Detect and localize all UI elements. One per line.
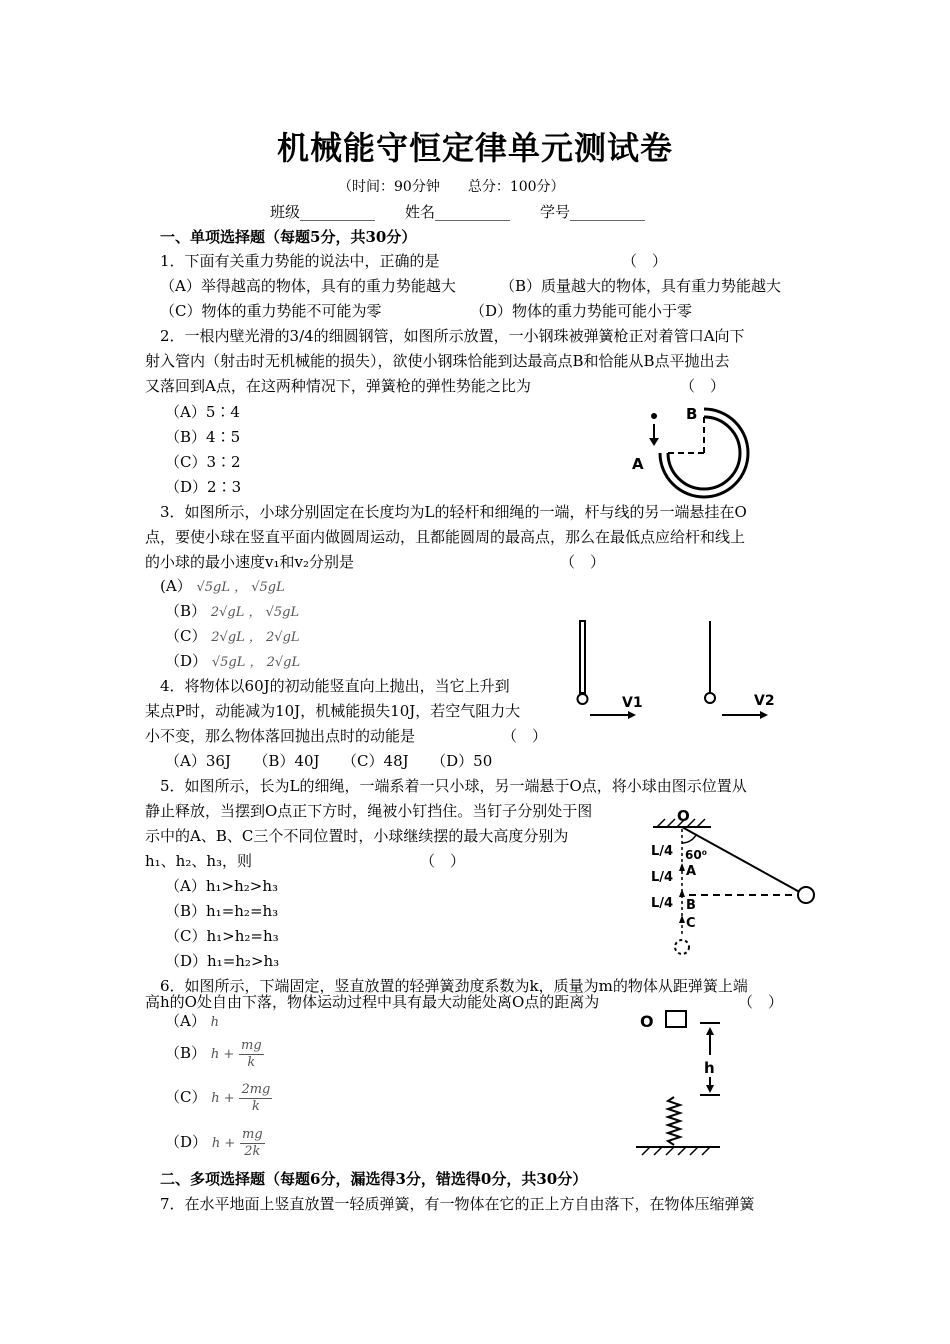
student-info-fields: 班级__________ 姓名__________ 学号__________: [270, 203, 646, 221]
q5-label-o: O: [677, 807, 690, 825]
q2-answer-bracket: （ ）: [680, 377, 726, 395]
q4-line1: 4．将物体以60J的初动能竖直向上抛出，当它上升到: [160, 677, 510, 695]
q3-answer-bracket: （ ）: [560, 553, 606, 571]
q2-line3: 又落回到A点，在这两种情况下，弹簧枪的弹性势能之比为: [145, 377, 531, 395]
q6-option-b: [165, 1033, 264, 1075]
q3-line1: 3．如图所示，小球分别固定在长度均为L的轻杆和细绳的一端，杆与线的另一端悬挂在O: [160, 503, 747, 521]
q4-line3: 小不变，那么物体落回抛出点时的动能是: [145, 727, 416, 745]
q5-line3: 示中的A、B、C三个不同位置时，小球继续摆的最大高度分别为: [145, 827, 569, 845]
q6-option-c: [165, 1077, 272, 1119]
q5-option-a: （A）h₁>h₂>h₃: [165, 877, 278, 895]
q4-options: （A）36J （B）40J （C）48J （D）50: [165, 752, 493, 770]
q4-line2: 某点P时，动能减为10J，机械能损失10J，若空气阻力大: [145, 702, 521, 720]
q6-label-o: O: [640, 1012, 654, 1031]
q5-label-l1: L/4: [651, 844, 674, 859]
q1-option-c: （C）物体的重力势能不可能为零: [160, 302, 382, 320]
q6-option-a-label: （A）: [165, 1012, 206, 1030]
q5-line4: h₁、h₂、h₃，则: [145, 852, 253, 870]
q6-option-b-numerator: mg: [241, 1037, 262, 1053]
q3-option-c-expr: 2√gL ， 2√gL: [211, 630, 300, 645]
q2-option-c: （C）3∶2: [165, 453, 241, 471]
q2-label-a: A: [632, 455, 644, 473]
q6-line2: 高h的O处自由下落，物体运动过程中具有最大动能处离O点的距离为: [145, 993, 600, 1011]
q2-line1: 2．一根内壁光滑的3/4的细圆钢管，如图所示放置，一小钢珠被弹簧枪正对着管口A向下: [160, 327, 745, 345]
q2-option-b: （B）4∶5: [165, 428, 241, 446]
q3-line3: 的小球的最小速度v₁和v₂分别是: [145, 553, 354, 571]
q6-option-b-denominator: k: [247, 1054, 256, 1070]
q6-option-c-numerator: 2mg: [241, 1081, 271, 1097]
q6-option-d-fraction: [240, 1127, 265, 1160]
q5-label-a: A: [686, 864, 697, 879]
q3-label-v2: V2: [754, 693, 775, 709]
q1-answer-bracket: （ ）: [622, 252, 668, 270]
q6-label-h: h: [704, 1059, 715, 1077]
q2-option-a: （A）5∶4: [165, 403, 240, 421]
q6-option-b-label: （B）: [165, 1044, 207, 1062]
q5-label-b: B: [686, 898, 696, 913]
q1-option-b: （B）质量越大的物体，具有重力势能越大: [500, 277, 782, 295]
q6-option-c-lead: h +: [211, 1091, 235, 1106]
time-score-line: （时间：90分钟 总分：100分）: [338, 179, 565, 195]
q5-option-b: （B）h₁=h₂=h₃: [165, 902, 279, 920]
q3-option-b-label: （B）: [165, 602, 207, 620]
q5-label-l2: L/4: [651, 870, 674, 885]
q6-answer-bracket: （ ）: [738, 993, 784, 1011]
q3-rod-string-figure: [570, 615, 790, 725]
q2-label-b: B: [686, 405, 698, 423]
q5-option-c: （C）h₁>h₂=h₃: [165, 927, 279, 945]
q2-line2: 射入管内（射击时无机械能的损失），欲使小钢珠恰能到达最高点B和恰能从B点平抛出去: [145, 352, 730, 370]
q2-option-d: （D）2∶3: [165, 478, 242, 496]
q5-label-angle: 60⁰: [685, 848, 707, 862]
q5-answer-bracket: （ ）: [420, 852, 466, 870]
q3-option-d-expr: √5gL ， 2√gL: [211, 655, 301, 670]
q5-pendulum-figure: [645, 805, 825, 960]
q6-option-b-fraction: [239, 1038, 264, 1071]
q3-option-c-label: （C）: [165, 627, 207, 645]
q5-line2: 静止释放，当摆到O点正下方时，绳被小钉挡住。当钉子分别处于图: [145, 802, 593, 820]
q3-option-b-expr: 2√gL ， √5gL: [210, 605, 300, 620]
q3-option-d-label: （D）: [165, 652, 208, 670]
section1-heading: 一、单项选择题（每题5分，共30分）: [160, 228, 417, 246]
q1-option-a: （A）举得越高的物体，具有的重力势能越大: [160, 277, 456, 295]
q6-option-b-lead: h +: [210, 1047, 235, 1062]
q1-option-d: （D）物体的重力势能可能小于零: [470, 302, 693, 320]
q4-answer-bracket: （ ）: [502, 727, 548, 745]
q5-line1: 5．如图所示，长为L的细绳，一端系着一只小球，另一端悬于O点，将小球由图示位置从: [160, 777, 747, 795]
q3-option-c: [165, 627, 300, 647]
q6-option-c-label: （C）: [165, 1088, 207, 1106]
q5-option-d: （D）h₁=h₂>h₃: [165, 952, 280, 970]
q6-option-c-fraction: [239, 1082, 272, 1115]
q6-option-d: [165, 1122, 265, 1164]
q5-label-c: C: [686, 916, 696, 931]
q3-option-b: [165, 602, 299, 622]
q6-spring-figure: [630, 1005, 740, 1165]
q5-label-l3: L/4: [651, 896, 674, 911]
q7-line1: 7．在水平地面上竖直放置一轻质弹簧，有一物体在它的正上方自由落下，在物体压缩弹簧: [160, 1195, 755, 1213]
q6-option-a-expr: h: [210, 1015, 219, 1030]
section2-heading: 二、多项选择题（每题6分，漏选得3分，错选得0分，共30分）: [160, 1170, 588, 1188]
q3-option-d: [165, 652, 300, 672]
q3-line2: 点，要使小球在竖直平面内做圆周运动，且都能圆周的最高点，那么在最低点应给杆和线上: [145, 528, 746, 546]
q1-stem: 1．下面有关重力势能的说法中，正确的是: [160, 252, 440, 270]
q6-option-d-lead: h +: [211, 1136, 236, 1151]
q2-tube-figure: [620, 400, 760, 510]
q3-option-a-expr: √5gL ， √5gL: [196, 580, 285, 595]
q3-label-v1: V1: [622, 695, 643, 711]
q3-option-a: [160, 577, 285, 597]
q3-option-a-label: (A）: [160, 577, 192, 595]
q6-option-d-numerator: mg: [242, 1126, 263, 1142]
q6-line1: 6．如图所示，下端固定，竖直放置的轻弹簧劲度系数为k，质量为m的物体从距弹簧上端: [160, 977, 748, 995]
page-title: 机械能守恒定律单元测试卷: [276, 129, 673, 167]
q6-option-c-denominator: k: [251, 1098, 260, 1114]
q6-option-a: [165, 1012, 219, 1032]
q6-option-d-label: （D）: [165, 1133, 208, 1151]
q6-option-d-denominator: 2k: [244, 1143, 261, 1159]
